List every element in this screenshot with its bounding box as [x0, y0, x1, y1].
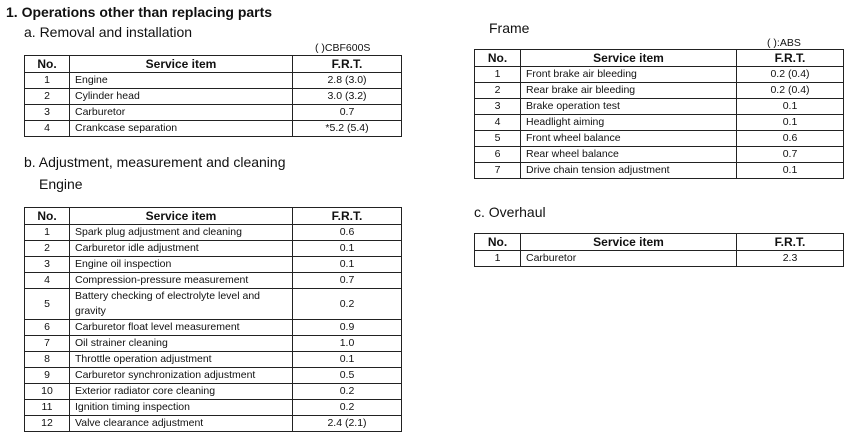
row-no: 4 — [475, 115, 521, 131]
table-row — [25, 416, 402, 432]
row-frt: 1.0 — [293, 336, 402, 352]
table-header-row — [475, 234, 844, 251]
col-header-frt: F.R.T. — [737, 234, 844, 251]
row-no: 8 — [25, 352, 70, 368]
table-header-row — [25, 208, 402, 225]
row-frt: 0.2 — [293, 384, 402, 400]
table-row — [475, 131, 844, 147]
row-no: 4 — [25, 273, 70, 289]
row-item: Crankcase separation — [70, 121, 293, 137]
row-frt: 0.5 — [293, 368, 402, 384]
row-no: 3 — [475, 99, 521, 115]
row-item: Carburetor — [70, 105, 293, 121]
row-no: 1 — [25, 73, 70, 89]
table-row — [25, 336, 402, 352]
row-item: Rear brake air bleeding — [521, 83, 737, 99]
row-no: 3 — [25, 257, 70, 273]
row-frt: 2.3 — [737, 251, 844, 267]
table-row — [25, 400, 402, 416]
table-row — [475, 163, 844, 179]
row-frt: 0.6 — [737, 131, 844, 147]
table-row — [25, 320, 402, 336]
removal-note: ( )CBF600S — [315, 42, 371, 54]
row-no: 4 — [25, 121, 70, 137]
row-item: Rear wheel balance — [521, 147, 737, 163]
table-row — [25, 257, 402, 273]
col-header-no: No. — [25, 56, 70, 73]
row-item: Brake operation test — [521, 99, 737, 115]
row-item: Cylinder head — [70, 89, 293, 105]
row-item: Throttle operation adjustment — [70, 352, 293, 368]
table-row — [475, 99, 844, 115]
row-no: 9 — [25, 368, 70, 384]
row-item: Battery checking of electrolyte level and gravity — [70, 289, 293, 320]
row-item: Carburetor synchronization adjustment — [70, 368, 293, 384]
row-no: 1 — [25, 225, 70, 241]
row-frt: *5.2 (5.4) — [293, 121, 402, 137]
row-item: Exterior radiator core cleaning — [70, 384, 293, 400]
row-frt: 0.1 — [293, 241, 402, 257]
col-header-no: No. — [475, 234, 521, 251]
table-row — [25, 73, 402, 89]
row-frt: 0.1 — [293, 352, 402, 368]
table-row — [475, 251, 844, 267]
row-no: 12 — [25, 416, 70, 432]
row-item: Ignition timing inspection — [70, 400, 293, 416]
row-item: Front wheel balance — [521, 131, 737, 147]
col-header-frt: F.R.T. — [737, 50, 844, 67]
row-no: 5 — [25, 289, 70, 320]
table-row — [25, 105, 402, 121]
removal-table — [24, 55, 402, 137]
row-no: 6 — [475, 147, 521, 163]
overhaul-heading: c. Overhaul — [474, 204, 546, 220]
col-header-item: Service item — [521, 234, 737, 251]
section-title: 1. Operations other than replacing parts — [6, 4, 273, 20]
engine-subheading: Engine — [39, 176, 83, 192]
row-no: 7 — [475, 163, 521, 179]
row-item: Compression-pressure measurement — [70, 273, 293, 289]
row-frt: 2.4 (2.1) — [293, 416, 402, 432]
table-row — [25, 121, 402, 137]
table-row — [25, 241, 402, 257]
row-no: 10 — [25, 384, 70, 400]
col-header-item: Service item — [70, 208, 293, 225]
row-item: Engine oil inspection — [70, 257, 293, 273]
col-header-item: Service item — [521, 50, 737, 67]
row-frt: 0.2 — [293, 400, 402, 416]
col-header-frt: F.R.T. — [293, 208, 402, 225]
row-frt: 0.1 — [737, 115, 844, 131]
row-frt: 0.1 — [737, 163, 844, 179]
row-item: Carburetor float level measurement — [70, 320, 293, 336]
col-header-no: No. — [25, 208, 70, 225]
row-no: 7 — [25, 336, 70, 352]
row-no: 5 — [475, 131, 521, 147]
table-row — [475, 115, 844, 131]
row-item: Oil strainer cleaning — [70, 336, 293, 352]
row-frt: 0.7 — [293, 273, 402, 289]
table-row — [25, 289, 402, 320]
adjustment-heading: b. Adjustment, measurement and cleaning — [24, 154, 286, 170]
table-row — [25, 384, 402, 400]
row-no: 2 — [475, 83, 521, 99]
row-item: Spark plug adjustment and cleaning — [70, 225, 293, 241]
row-frt: 0.2 (0.4) — [737, 67, 844, 83]
table-row — [25, 89, 402, 105]
row-no: 3 — [25, 105, 70, 121]
row-no: 11 — [25, 400, 70, 416]
row-no: 1 — [475, 251, 521, 267]
row-item: Engine — [70, 73, 293, 89]
frame-note: ( ):ABS — [767, 37, 801, 49]
row-no: 2 — [25, 241, 70, 257]
row-item: Drive chain tension adjustment — [521, 163, 737, 179]
row-frt: 0.7 — [293, 105, 402, 121]
col-header-frt: F.R.T. — [293, 56, 402, 73]
table-header-row — [475, 50, 844, 67]
frame-table — [474, 49, 844, 179]
row-item: Headlight aiming — [521, 115, 737, 131]
row-frt: 3.0 (3.2) — [293, 89, 402, 105]
table-row — [475, 83, 844, 99]
row-no: 6 — [25, 320, 70, 336]
row-frt: 0.9 — [293, 320, 402, 336]
row-item: Carburetor — [521, 251, 737, 267]
row-frt: 0.1 — [293, 257, 402, 273]
row-frt: 0.2 (0.4) — [737, 83, 844, 99]
removal-heading: a. Removal and installation — [24, 24, 193, 40]
row-item: Carburetor idle adjustment — [70, 241, 293, 257]
frame-subheading: Frame — [489, 20, 530, 36]
table-row — [25, 273, 402, 289]
table-row — [25, 368, 402, 384]
table-row — [25, 352, 402, 368]
row-no: 1 — [475, 67, 521, 83]
table-header-row — [25, 56, 402, 73]
table-row — [475, 67, 844, 83]
col-header-no: No. — [475, 50, 521, 67]
col-header-item: Service item — [70, 56, 293, 73]
engine-table — [24, 207, 402, 432]
table-row — [25, 225, 402, 241]
row-frt: 0.2 — [293, 289, 402, 320]
row-frt: 0.6 — [293, 225, 402, 241]
row-frt: 0.1 — [737, 99, 844, 115]
row-item: Front brake air bleeding — [521, 67, 737, 83]
overhaul-table — [474, 233, 844, 267]
row-frt: 2.8 (3.0) — [293, 73, 402, 89]
row-no: 2 — [25, 89, 70, 105]
row-frt: 0.7 — [737, 147, 844, 163]
table-row — [475, 147, 844, 163]
row-item: Valve clearance adjustment — [70, 416, 293, 432]
